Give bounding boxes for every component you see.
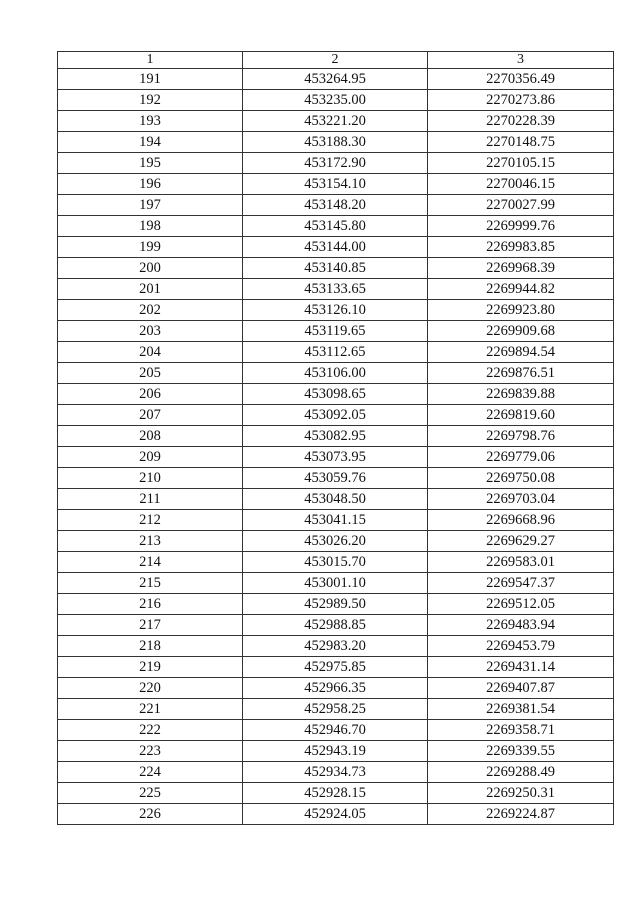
y-coordinate-cell: 2269288.49 [428, 762, 614, 783]
point-number-cell: 221 [58, 699, 243, 720]
point-number-cell: 206 [58, 384, 243, 405]
x-coordinate-cell: 452943.19 [243, 741, 428, 762]
y-coordinate-cell: 2269512.05 [428, 594, 614, 615]
point-number-cell: 209 [58, 447, 243, 468]
table-row [58, 132, 614, 153]
table-row [58, 783, 614, 804]
point-number-cell: 200 [58, 258, 243, 279]
x-coordinate-cell: 453133.65 [243, 279, 428, 300]
point-number-cell: 204 [58, 342, 243, 363]
x-coordinate-cell: 453144.00 [243, 237, 428, 258]
table-row [58, 384, 614, 405]
table-row [58, 510, 614, 531]
point-number-cell: 210 [58, 468, 243, 489]
y-coordinate-cell: 2269381.54 [428, 699, 614, 720]
table-row [58, 405, 614, 426]
x-coordinate-cell: 453015.70 [243, 552, 428, 573]
table-row [58, 741, 614, 762]
table-row [58, 762, 614, 783]
point-number-cell: 194 [58, 132, 243, 153]
y-coordinate-cell: 2269583.01 [428, 552, 614, 573]
x-coordinate-cell: 453082.95 [243, 426, 428, 447]
x-coordinate-cell: 452966.35 [243, 678, 428, 699]
x-coordinate-cell: 452934.73 [243, 762, 428, 783]
y-coordinate-cell: 2269339.55 [428, 741, 614, 762]
y-coordinate-cell: 2270228.39 [428, 111, 614, 132]
table-row [58, 804, 614, 825]
x-coordinate-cell: 453098.65 [243, 384, 428, 405]
table-row [58, 552, 614, 573]
table-row [58, 279, 614, 300]
table-row [58, 573, 614, 594]
y-coordinate-cell: 2269453.79 [428, 636, 614, 657]
y-coordinate-cell: 2269968.39 [428, 258, 614, 279]
point-number-cell: 197 [58, 195, 243, 216]
y-coordinate-cell: 2269983.85 [428, 237, 614, 258]
point-number-cell: 195 [58, 153, 243, 174]
x-coordinate-cell: 452958.25 [243, 699, 428, 720]
x-coordinate-cell: 453048.50 [243, 489, 428, 510]
point-number-cell: 205 [58, 363, 243, 384]
y-coordinate-cell: 2269894.54 [428, 342, 614, 363]
table-row [58, 594, 614, 615]
point-number-cell: 202 [58, 300, 243, 321]
x-coordinate-cell: 453026.20 [243, 531, 428, 552]
x-coordinate-cell: 452989.50 [243, 594, 428, 615]
table-row [58, 216, 614, 237]
x-coordinate-cell: 453140.85 [243, 258, 428, 279]
y-coordinate-cell: 2269629.27 [428, 531, 614, 552]
point-number-cell: 199 [58, 237, 243, 258]
coordinates-table [57, 51, 614, 825]
point-number-cell: 192 [58, 90, 243, 111]
point-number-cell: 220 [58, 678, 243, 699]
x-coordinate-cell: 452928.15 [243, 783, 428, 804]
column-header-1: 1 [58, 52, 243, 69]
table-row [58, 531, 614, 552]
point-number-cell: 223 [58, 741, 243, 762]
y-coordinate-cell: 2269839.88 [428, 384, 614, 405]
y-coordinate-cell: 2269431.14 [428, 657, 614, 678]
table-header-row [58, 52, 614, 69]
x-coordinate-cell: 453001.10 [243, 573, 428, 594]
table-row [58, 111, 614, 132]
table-row [58, 426, 614, 447]
table-row [58, 468, 614, 489]
table-row [58, 153, 614, 174]
point-number-cell: 226 [58, 804, 243, 825]
y-coordinate-cell: 2269798.76 [428, 426, 614, 447]
point-number-cell: 198 [58, 216, 243, 237]
table-row [58, 195, 614, 216]
table-row [58, 174, 614, 195]
table-row [58, 237, 614, 258]
table-row [58, 699, 614, 720]
y-coordinate-cell: 2269358.71 [428, 720, 614, 741]
y-coordinate-cell: 2269407.87 [428, 678, 614, 699]
point-number-cell: 217 [58, 615, 243, 636]
table-row [58, 258, 614, 279]
x-coordinate-cell: 452924.05 [243, 804, 428, 825]
column-header-2: 2 [243, 52, 428, 69]
table-row [58, 657, 614, 678]
table-body [58, 69, 614, 825]
x-coordinate-cell: 453126.10 [243, 300, 428, 321]
y-coordinate-cell: 2269876.51 [428, 363, 614, 384]
x-coordinate-cell: 452975.85 [243, 657, 428, 678]
table-row [58, 363, 614, 384]
y-coordinate-cell: 2269923.80 [428, 300, 614, 321]
y-coordinate-cell: 2269779.06 [428, 447, 614, 468]
y-coordinate-cell: 2269750.08 [428, 468, 614, 489]
y-coordinate-cell: 2270027.99 [428, 195, 614, 216]
y-coordinate-cell: 2269944.82 [428, 279, 614, 300]
table-row [58, 90, 614, 111]
point-number-cell: 196 [58, 174, 243, 195]
point-number-cell: 214 [58, 552, 243, 573]
x-coordinate-cell: 452988.85 [243, 615, 428, 636]
document-page [57, 51, 613, 825]
table-row [58, 300, 614, 321]
y-coordinate-cell: 2270148.75 [428, 132, 614, 153]
x-coordinate-cell: 452983.20 [243, 636, 428, 657]
table-row [58, 615, 614, 636]
y-coordinate-cell: 2269999.76 [428, 216, 614, 237]
table-row [58, 489, 614, 510]
point-number-cell: 224 [58, 762, 243, 783]
x-coordinate-cell: 453106.00 [243, 363, 428, 384]
point-number-cell: 219 [58, 657, 243, 678]
y-coordinate-cell: 2270273.86 [428, 90, 614, 111]
x-coordinate-cell: 453235.00 [243, 90, 428, 111]
table-row [58, 678, 614, 699]
x-coordinate-cell: 453264.95 [243, 69, 428, 90]
x-coordinate-cell: 453041.15 [243, 510, 428, 531]
x-coordinate-cell: 453221.20 [243, 111, 428, 132]
y-coordinate-cell: 2270356.49 [428, 69, 614, 90]
column-header-3: 3 [428, 52, 614, 69]
point-number-cell: 193 [58, 111, 243, 132]
point-number-cell: 212 [58, 510, 243, 531]
x-coordinate-cell: 453145.80 [243, 216, 428, 237]
table-row [58, 321, 614, 342]
point-number-cell: 191 [58, 69, 243, 90]
point-number-cell: 215 [58, 573, 243, 594]
table-row [58, 342, 614, 363]
point-number-cell: 203 [58, 321, 243, 342]
y-coordinate-cell: 2269909.68 [428, 321, 614, 342]
y-coordinate-cell: 2269819.60 [428, 405, 614, 426]
point-number-cell: 201 [58, 279, 243, 300]
y-coordinate-cell: 2269483.94 [428, 615, 614, 636]
point-number-cell: 225 [58, 783, 243, 804]
table-row [58, 720, 614, 741]
x-coordinate-cell: 453073.95 [243, 447, 428, 468]
point-number-cell: 218 [58, 636, 243, 657]
y-coordinate-cell: 2269547.37 [428, 573, 614, 594]
y-coordinate-cell: 2269250.31 [428, 783, 614, 804]
x-coordinate-cell: 453188.30 [243, 132, 428, 153]
y-coordinate-cell: 2269224.87 [428, 804, 614, 825]
point-number-cell: 211 [58, 489, 243, 510]
table-row [58, 636, 614, 657]
x-coordinate-cell: 452946.70 [243, 720, 428, 741]
y-coordinate-cell: 2270046.15 [428, 174, 614, 195]
table-row [58, 447, 614, 468]
point-number-cell: 208 [58, 426, 243, 447]
point-number-cell: 207 [58, 405, 243, 426]
x-coordinate-cell: 453059.76 [243, 468, 428, 489]
x-coordinate-cell: 453148.20 [243, 195, 428, 216]
point-number-cell: 213 [58, 531, 243, 552]
x-coordinate-cell: 453119.65 [243, 321, 428, 342]
table-row [58, 69, 614, 90]
point-number-cell: 216 [58, 594, 243, 615]
point-number-cell: 222 [58, 720, 243, 741]
x-coordinate-cell: 453172.90 [243, 153, 428, 174]
x-coordinate-cell: 453154.10 [243, 174, 428, 195]
y-coordinate-cell: 2269668.96 [428, 510, 614, 531]
x-coordinate-cell: 453092.05 [243, 405, 428, 426]
x-coordinate-cell: 453112.65 [243, 342, 428, 363]
y-coordinate-cell: 2270105.15 [428, 153, 614, 174]
y-coordinate-cell: 2269703.04 [428, 489, 614, 510]
